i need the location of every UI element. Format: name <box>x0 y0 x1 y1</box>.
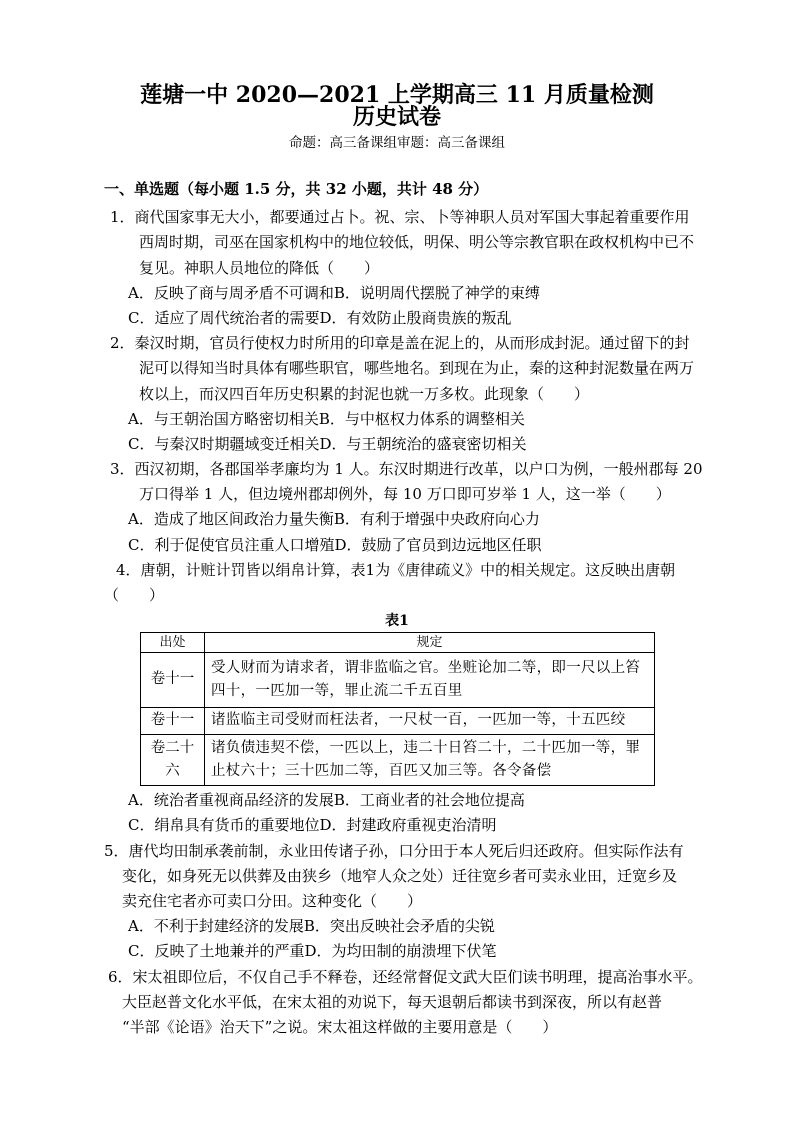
provision-cell <box>205 653 655 708</box>
option-line-ab: A．与王朝治国方略密切相关B．与中枢权力体系的调整相关 <box>128 409 525 428</box>
question-stem-line: 变化，如身死无以供葬及由狭乡（地窄人众之处）迁往宽乡者可卖永业田，迁宽乡及 <box>122 866 678 885</box>
provision-cell <box>205 708 655 735</box>
header-provision: 规定 <box>205 633 655 653</box>
option-line-ab: A．统治者重视商品经济的发展B．工商业者的社会地位提高 <box>128 791 525 810</box>
table-row <box>141 653 655 708</box>
option-line-cd: C．绢帛具有货币的重要地位D．封建政府重视吏治清明 <box>128 816 497 835</box>
source-cell: 卷二十六 <box>141 735 205 786</box>
question-stem-line: “半部《论语》治天下”之说。宋太祖这样做的主要用意是（ ） <box>122 1017 558 1036</box>
question-stem-line: 卖充住宅者亦可卖口分田。这种变化（ ） <box>122 891 423 910</box>
exam-content <box>0 177 794 1040</box>
question-stem-line: 6．宋太祖即位后，不仅自己手不释卷，还经常督促文武大臣们读书明理，提高治事水平。 <box>108 967 703 986</box>
source-cell: 卷十一 <box>141 708 205 735</box>
question-4-options <box>0 788 794 838</box>
provision-line: 受人财而为请求者，谓非监临之官。坐赃论加二等，即一尺以上笞 <box>211 659 641 676</box>
question-3 <box>0 457 794 558</box>
provision-cell <box>205 735 655 786</box>
question-stem-line: 万口得举 1 人，但边境州郡却例外，每 10 万口即可岁举 1 人，这一举（ ） <box>139 485 671 504</box>
provision-line: 诸监临主司受财而枉法者，一尺杖一百，一匹加一等，十五匹绞 <box>211 712 626 729</box>
table-header-row <box>141 633 655 653</box>
provision-line: 诸负债违契不偿，一匹以上，违二十日笞二十，二十匹加一等，罪 <box>211 739 641 756</box>
option-line-cd: C．与秦汉时期疆域变迁相关D．与王朝统治的盛衰密切相关 <box>128 434 527 453</box>
header-source: 出处 <box>141 633 205 653</box>
option-line-ab: A．反映了商与周矛盾不可调和B．说明周代摆脱了神学的束缚 <box>128 283 540 302</box>
statute-table <box>140 632 655 786</box>
question-stem-line: 大臣赵普文化水平低，在宋太祖的劝说下，每天退朝后都读书到深夜，所以有赵普 <box>122 992 663 1011</box>
question-4 <box>0 558 794 839</box>
table-row <box>141 735 655 786</box>
exam-subtitle: 历史试卷 <box>352 104 441 130</box>
question-5 <box>0 839 794 965</box>
question-stem-line: 复见。神职人员地位的降低（ ） <box>139 258 380 277</box>
table-caption: 表1 <box>385 613 409 630</box>
question-2 <box>0 331 794 457</box>
option-line-cd: C．反映了土地兼并的严重D．为均田制的崩溃埋下伏笔 <box>128 942 497 961</box>
option-line-cd: C．利于促使官员注重人口增殖D．鼓励了官员到边远地区任职 <box>128 535 542 554</box>
exam-title: 莲塘一中 2020—2021 上学期高三 11 月质量检测 <box>140 82 654 108</box>
option-line-ab: A．造成了地区间政治力量失衡B．有利于增强中央政府向心力 <box>128 510 540 529</box>
answer-blank-line: （ ） <box>104 586 165 604</box>
question-stem-line: 2．秦汉时期，官员行使权力时所用的印章是盖在泥上的，从而形成封泥。通过留下的封 <box>110 334 690 353</box>
provision-line: 止杖六十；三十匹加二等，百匹又加三等。各令备偿 <box>211 763 552 780</box>
section-heading: 一、单选题（每小题 1.5 分，共 32 小题，共计 48 分） <box>104 180 489 198</box>
option-line-ab: A．不利于封建经济的发展B．突出反映社会矛盾的尖锐 <box>128 917 495 936</box>
option-line-cd: C．适应了周代统治者的需要D．有效防止殷商贵族的叛乱 <box>128 308 512 327</box>
question-stem-line: 5．唐代均田制承袭前制，永业田传诸子孙，口分田于本人死后归还政府。但实际作法有 <box>104 841 684 860</box>
question-stem-line: 西周时期，司巫在国家机构中的地位较低，明保、明公等宗教官职在政权机构中已不 <box>139 233 695 252</box>
provision-line: 四十，一匹加一等，罪止流二千五百里 <box>211 683 463 700</box>
question-stem-line: 泥可以得知当时具体有哪些职官，哪些地名。到现在为止，秦的这种封泥数量在两万 <box>139 359 695 378</box>
question-stem-line: 1．商代国家事无大小，都要通过占卜。祝、宗、卜等神职人员对军国大事起着重要作用 <box>110 208 690 227</box>
question-stem-line: 枚以上，而汉四百年历史积累的封泥也就一万多枚。此现象（ ） <box>139 384 590 403</box>
table-row <box>141 708 655 735</box>
exam-byline: 命题：高三备课组审题：高三备课组 <box>289 135 505 151</box>
source-cell: 卷十一 <box>141 653 205 708</box>
question-1 <box>0 205 794 331</box>
question-stem-line: 3．西汉初期，各郡国举孝廉均为 1 人。东汉时期进行改革，以户口为例，一般州郡每 20 <box>110 460 703 479</box>
question-6 <box>0 965 794 1041</box>
question-stem-line: 4．唐朝，计赃计罚皆以绢帛计算，表1为《唐律疏义》中的相关规定。这反映出唐朝 <box>116 560 676 579</box>
